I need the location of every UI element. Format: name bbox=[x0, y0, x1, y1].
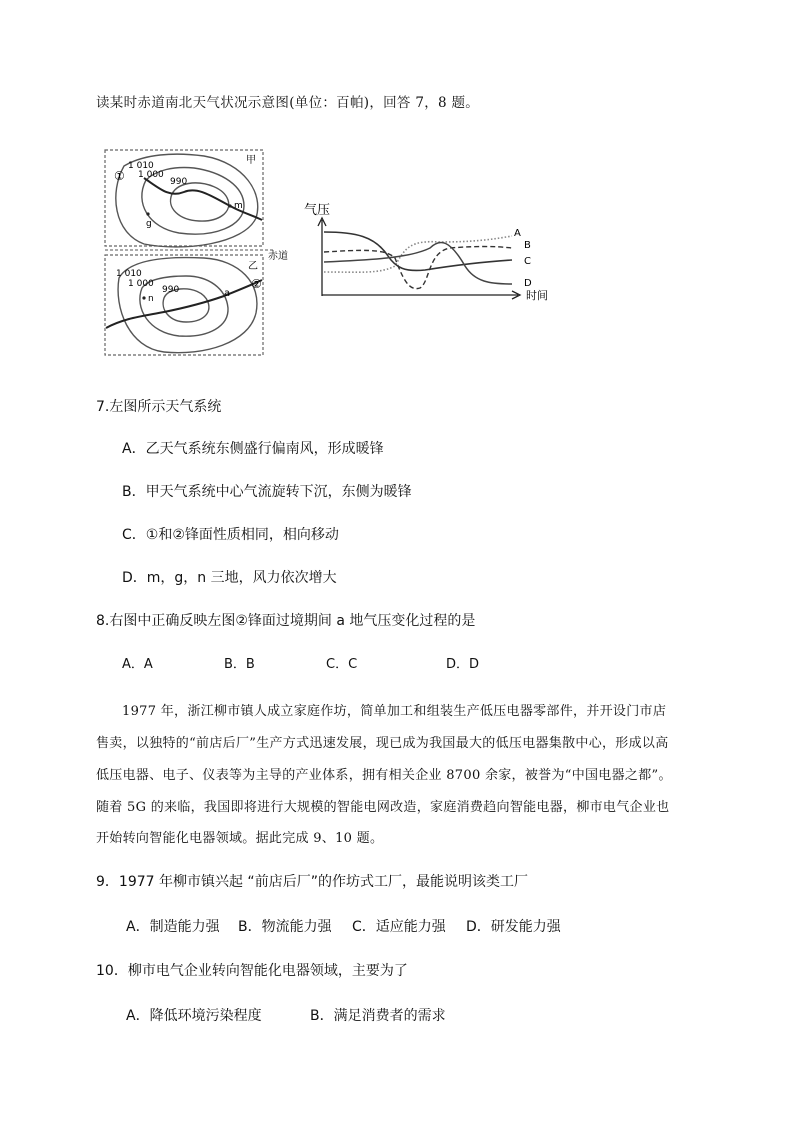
series-label-D: D bbox=[524, 278, 532, 289]
series-label-B: B bbox=[524, 240, 531, 251]
passage-line-3: 低压电器、电子、仪表等为主导的产业体系，拥有相关企业 8700 余家，被誉为“中国电器之都”。 bbox=[96, 768, 672, 783]
q9-option-a[interactable]: A．制造能力强 bbox=[126, 919, 220, 935]
q10-option-b[interactable]: B．满足消费者的需求 bbox=[310, 1008, 446, 1024]
label-jia: 甲 bbox=[246, 155, 256, 166]
iso-label-1000-top: 1 000 bbox=[138, 170, 164, 180]
front-2-label: ② bbox=[251, 277, 262, 291]
q7-option-c[interactable]: C．①和②锋面性质相同，相向移动 bbox=[122, 527, 339, 543]
intro-text: 读某时赤道南北天气状况示意图(单位：百帕)，回答 7，8 题。 bbox=[96, 95, 480, 111]
passage-line-5: 开始转向智能化电器领域。据此完成 9、10 题。 bbox=[96, 831, 384, 846]
q8-option-b[interactable]: B．B bbox=[224, 657, 255, 672]
iso-label-990-bottom: 990 bbox=[162, 285, 180, 295]
q8-stem: 8.右图中正确反映左图②锋面过境期间 a 地气压变化过程的是 bbox=[96, 613, 476, 629]
q9-option-b[interactable]: B．物流能力强 bbox=[238, 919, 332, 935]
iso-label-1010-bottom: 1 010 bbox=[116, 269, 142, 279]
chart-xlabel: 时间 bbox=[526, 289, 548, 302]
front-line-top bbox=[144, 178, 262, 220]
point-a-label: a bbox=[224, 288, 231, 299]
q10-stem: 10．柳市电气企业转向智能化电器领域，主要为了 bbox=[96, 963, 408, 979]
series-label-C: C bbox=[524, 256, 531, 267]
point-m-label: m bbox=[234, 201, 243, 211]
chart-ylabel: 气压 bbox=[304, 203, 331, 218]
series-line-A bbox=[324, 236, 512, 272]
weather-map bbox=[104, 148, 288, 363]
isobar-990-top bbox=[171, 183, 229, 221]
label-yi: 乙 bbox=[248, 261, 258, 272]
q7-option-b[interactable]: B．甲天气系统中心气流旋转下沉，东侧为暖锋 bbox=[122, 484, 412, 500]
q10-option-a[interactable]: A．降低环境污染程度 bbox=[126, 1008, 262, 1024]
iso-label-1000-bottom: 1 000 bbox=[128, 279, 154, 289]
point-g-label: g bbox=[146, 219, 152, 229]
iso-label-990-top: 990 bbox=[170, 177, 188, 187]
q7-option-d[interactable]: D．m，g，n 三地，风力依次增大 bbox=[122, 570, 337, 586]
series-label-A: A bbox=[514, 228, 521, 239]
passage-line-4: 随着 5G 的来临，我国即将进行大规模的智能电网改造，家庭消费趋向智能电器，柳市电气企业也 bbox=[96, 800, 670, 815]
q9-stem: 9．1977 年柳市镇兴起 “前店后厂”的作坊式工厂，最能说明该类工厂 bbox=[96, 874, 528, 890]
point-n-label: n bbox=[148, 294, 154, 304]
q7-stem: 7.左图所示天气系统 bbox=[96, 399, 222, 415]
q7-option-a[interactable]: A．乙天气系统东侧盛行偏南风，形成暖锋 bbox=[122, 441, 384, 457]
point-n-dot bbox=[142, 296, 145, 299]
equator-label: 赤道 bbox=[268, 251, 288, 262]
passage-line-1: 1977 年，浙江柳市镇人成立家庭作坊，简单加工和组装生产低压电器零部件，并开设门市店 bbox=[122, 704, 667, 719]
iso-label-1010-top: 1 010 bbox=[128, 161, 154, 171]
q8-option-d[interactable]: D．D bbox=[446, 657, 480, 672]
q8-option-a[interactable]: A．A bbox=[122, 657, 153, 672]
q9-option-c[interactable]: C．适应能力强 bbox=[352, 919, 446, 935]
passage-line-2: 售卖，以独特的“前店后厂”生产方式迅速发展，现已成为我国最大的低压电器集散中心，形成以高 bbox=[96, 736, 669, 751]
q8-option-c[interactable]: C．C bbox=[326, 657, 358, 672]
series-line-D bbox=[324, 242, 512, 284]
point-m-dot bbox=[228, 204, 231, 207]
q9-option-d[interactable]: D．研发能力强 bbox=[466, 919, 561, 935]
front-1-label: ① bbox=[114, 169, 125, 183]
pressure-chart bbox=[300, 196, 550, 306]
point-g-dot bbox=[146, 212, 149, 215]
